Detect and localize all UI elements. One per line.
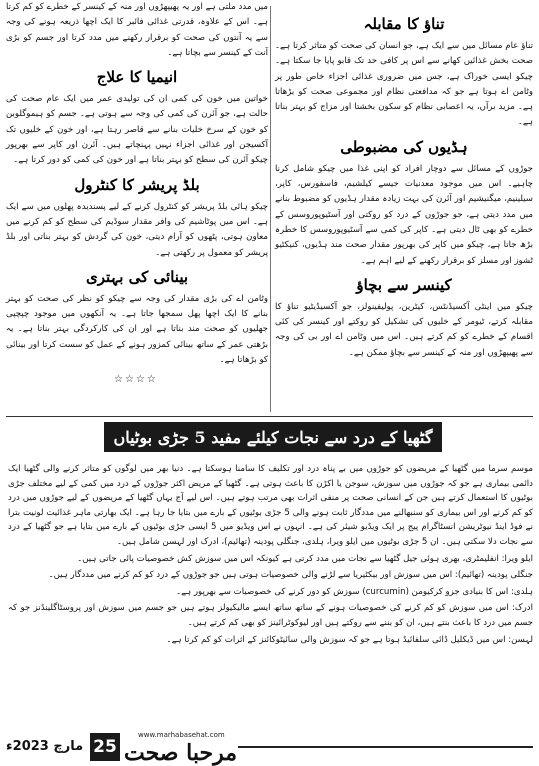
star-divider: ☆☆☆☆ — [114, 374, 158, 386]
section-body-eyesight: وٹامن اے کی بڑی مقدار کی وجہ سے چیکو کو نظر کی صحت کو بہتر بنانے کا ایک اچھا پھل سمجھا جاتا ہے۔ یہ آنکھوں میں موجود چپچپی جھلیوں کو صحت مند بناتا ہے اور ان کی کارکردگی بہتر بناتا ہے۔ یہ بڑھتی عمر کے ساتھ بینائی کمزور ہونے کے عمل کو سست کرتا اور بینائی کو بڑھاتا ہے۔ — [6, 293, 268, 366]
bottom-article — [8, 462, 533, 730]
section-body-bones: جوڑوں کے مسائل سے دوچار افراد کو اپنی غذا میں چیکو شامل کرنا چاہیے۔ اس میں موجود معدنیات جیسے کیلشیم، فاسفورس، کاپر، سیلینیم، میگنیشیم اور آئرن کی بہت زیادہ مقدار ہڈیوں کو مضبوط بنانے میں مدد دیتی ہے، جو جوڑوں کے درد کو روکتی اور آسٹیوپوروسس کے خطرے کو بھی ٹال دیتی ہے۔ کاپر کی کمی سے آسٹیوپوروسس کا خطرہ بڑھ جاتا ہے، چیکو میں کاپر کی بھرپور مقدار صحت مند ہڈیوں، کنیکٹیو ٹشوز اور مسلز کو برقرار رکھنے کے لیے اہم ہے۔ — [275, 163, 533, 266]
section-heading-bones: ہڈیوں کی مضبوطی — [340, 137, 468, 156]
right-column — [275, 8, 533, 418]
footer-url[interactable]: www.marhabasehat.com — [138, 731, 225, 739]
section-body-anemia: خواتین میں خون کی کمی ان کی تولیدی عمر میں ایک عام صحت کی حالت ہے، جو آئرن کی کمی کی وجہ سے ہوتی ہے۔ جسم کو ہیموگلوبن کو خون کے سرخ خلیات بنانے سے قاصر رہتا ہے، اور خون کے خلیوں تک آکسیجن اور غذائی اجزاء نہیں پہنچاتے ہیں۔ آئرن اور کاپر سے بھرپور چیکو آئرن کی سطح کو بہتر بناتا ہے اور خون کی کمی کو دور کرتا ہے۔ — [6, 94, 268, 166]
article-title: گٹھیا کے درد سے نجات کیلئے مفید 5 جڑی بوٹیاں — [113, 427, 433, 447]
section-heading-blood-pressure: بلڈ پریشر کا کنٹرول — [74, 175, 200, 194]
page-footer — [0, 731, 539, 764]
section-heading-anemia: انیمیا کا علاج — [96, 68, 178, 87]
left-column — [6, 0, 268, 410]
article-paragraph: موسم سرما میں گٹھیا کے مریضوں کو جوڑوں میں بے پناہ درد اور تکلیف کا سامنا ہوسکتا ہے۔ دنیا بھر میں لوگوں کو متاثر کرنے والی گٹھیا ایک دائمی بیماری ہے جو کہ جوڑوں میں سوزش، سوجن یا اکڑن کا باعث ہوتی ہے۔ گٹھیا کے مریض اکثر جوڑوں کے درد میں کمی کے لیے مختلف جڑی بوٹیوں کا استعمال کرتے ہیں جن کے انسانی صحت پر منفی اثرات بھی مرتب ہوتے ہیں۔ اس لیے آج یہاں گٹھیا کے مریضوں کے لیے جوڑوں میں درد کو کم کرنے اور اس بیماری کو سنبھالنے میں مددگار ثابت ہونے والی 5 جڑی بوٹیوں کے بارے میں بتایا جا رہا ہے۔ ایک بھارتی ماہر غذائیت لونیت بترا نے فوڈ اینڈ نیوٹریشن انسٹاگرام پیج پر ایک ویڈیو شیئر کی ہے۔ انہوں نے اس ویڈیو میں 5 ایسی جڑی بوٹیوں کے بارے میں بتایا ہے جو گٹھیا کے درد سے نجات دلا سکتی ہیں۔ ان 5 جڑی بوٹیوں میں ایلو ویرا، ہلدی، جنگلی پودینہ (تھائیم)، ادرک اور لہسن شامل ہیں۔ — [8, 464, 533, 547]
footer-date: مارچ 2023ء — [6, 739, 84, 754]
horizontal-divider-top — [6, 416, 533, 417]
article-paragraph: لہسن: اس میں ڈیکلیل ڈائی سلفائیڈ ہوتا ہے جو کہ سوزش والی سائیٹوکائنز کے اثرات کو کم کرتا ہے۔ — [166, 634, 533, 645]
column-divider — [270, 6, 271, 412]
article-paragraph: ایلو ویرا: انفلیمٹری، بھری ہوئی جیل گٹھیا سے نجات میں مدد کرتی ہے کیونکہ اس میں سوزش کش خصوصیات پائی جاتی ہیں۔ — [77, 553, 533, 564]
left-column-intro: میں مدد ملتی ہے اور یہ پھیپھڑوں اور منہ کے کینسر کے خطرے کو کم کرتا ہے۔ اس کے علاوہ، قدرتی غذائی فائبر کا ایک اچھا ذریعہ ہونے کی وجہ سے یہ آنتوں کی صحت کو برقرار رکھنے میں مدد کرتا اور جسم کو بڑی آنت کے کینسر سے بچاتا ہے۔ — [6, 2, 268, 58]
magazine-brand-logo: مرحبا صحت — [124, 740, 238, 766]
article-paragraph: جنگلی پودینہ (تھائیم): اس میں سوزش اور بیکٹیریا سے لڑنے والی خصوصیات ہوتی ہیں جو جوڑوں کے درد کو کم کرنے میں مددگار ہیں۔ — [48, 570, 533, 581]
section-body-cancer: چیکو میں اینٹی آکسیڈنٹس، کیٹرین، پولیفینولز، جو آکسیڈیٹیو تناؤ کا مقابلہ کرتے، ٹیومر کے خلیوں کی تشکیل کو روکتے اور کینسر کی کئی اقسام کے خطرے کو کم کرتے ہیں۔ اس میں وٹامن اے اور بی کی وجہ سے پھیپھڑوں اور منہ کے کینسر سے بچاؤ ممکن ہے۔ — [275, 301, 533, 358]
article-paragraph: ادرک: اس میں سوزش کو کم کرنے کی خصوصیات ہونے کے ساتھ ساتھ ایسے مالیکیولز ہوتے ہیں جو جسم میں سوزش اور پروسٹاگلینڈنز جو کہ جسم میں درد کا باعث بنتے ہیں، ان کو بننے سے روکتے ہیں اور لیوکوٹرائینز کو بھی کم کرتے ہیں۔ — [8, 603, 533, 628]
page-number: 25 — [90, 733, 120, 761]
article-banner — [104, 422, 442, 452]
footer-rule — [238, 746, 533, 748]
section-body-stress: تناؤ عام مسائل میں سے ایک ہے، جو انسان کی صحت کو متاثر کرتا ہے۔ صحت بخش غذائیں کھانے سے اس پر کافی حد تک قابو پایا جا سکتا ہے۔ چیکو ایسی خوراک ہے، جس میں ضروری غذائی اجزاء خاص طور پر وٹامن اے ہوتا ہے جو کہ مدافعتی نظام اور مجموعی صحت کو بڑھاتا ہے۔ مزید برآں، یہ اعصابی نظام کو سکون بخشتا اور مزاج کو بہتر بناتا ہے۔ — [275, 41, 533, 128]
section-heading-cancer: کینسر سے بچاؤ — [356, 275, 452, 294]
article-paragraph: ہلدی: اس کا بنیادی جزو کرکیومن (curcumin) سوزش کو دور کرنے کی خصوصیات سے بھرپور ہے۔ — [176, 586, 533, 597]
section-body-blood-pressure: چیکو ہائی بلڈ پریشر کو کنٹرول کرنے کے لیے پسندیدہ پھلوں میں سے ایک ہے۔ اس میں پوٹاشیم کی وافر مقدار سوڈیم کی سطح کو کم کرنے میں معاون ہوتی، پٹھوں کو آرام دیتی، خون کی گردش کو بہتر بناتی اور بلڈ پریشر کو معمول پر رکھتی ہے۔ — [6, 201, 268, 258]
section-heading-stress: تناؤ کا مقابلہ — [363, 15, 445, 33]
section-heading-eyesight: بینائی کی بہتری — [85, 267, 189, 286]
